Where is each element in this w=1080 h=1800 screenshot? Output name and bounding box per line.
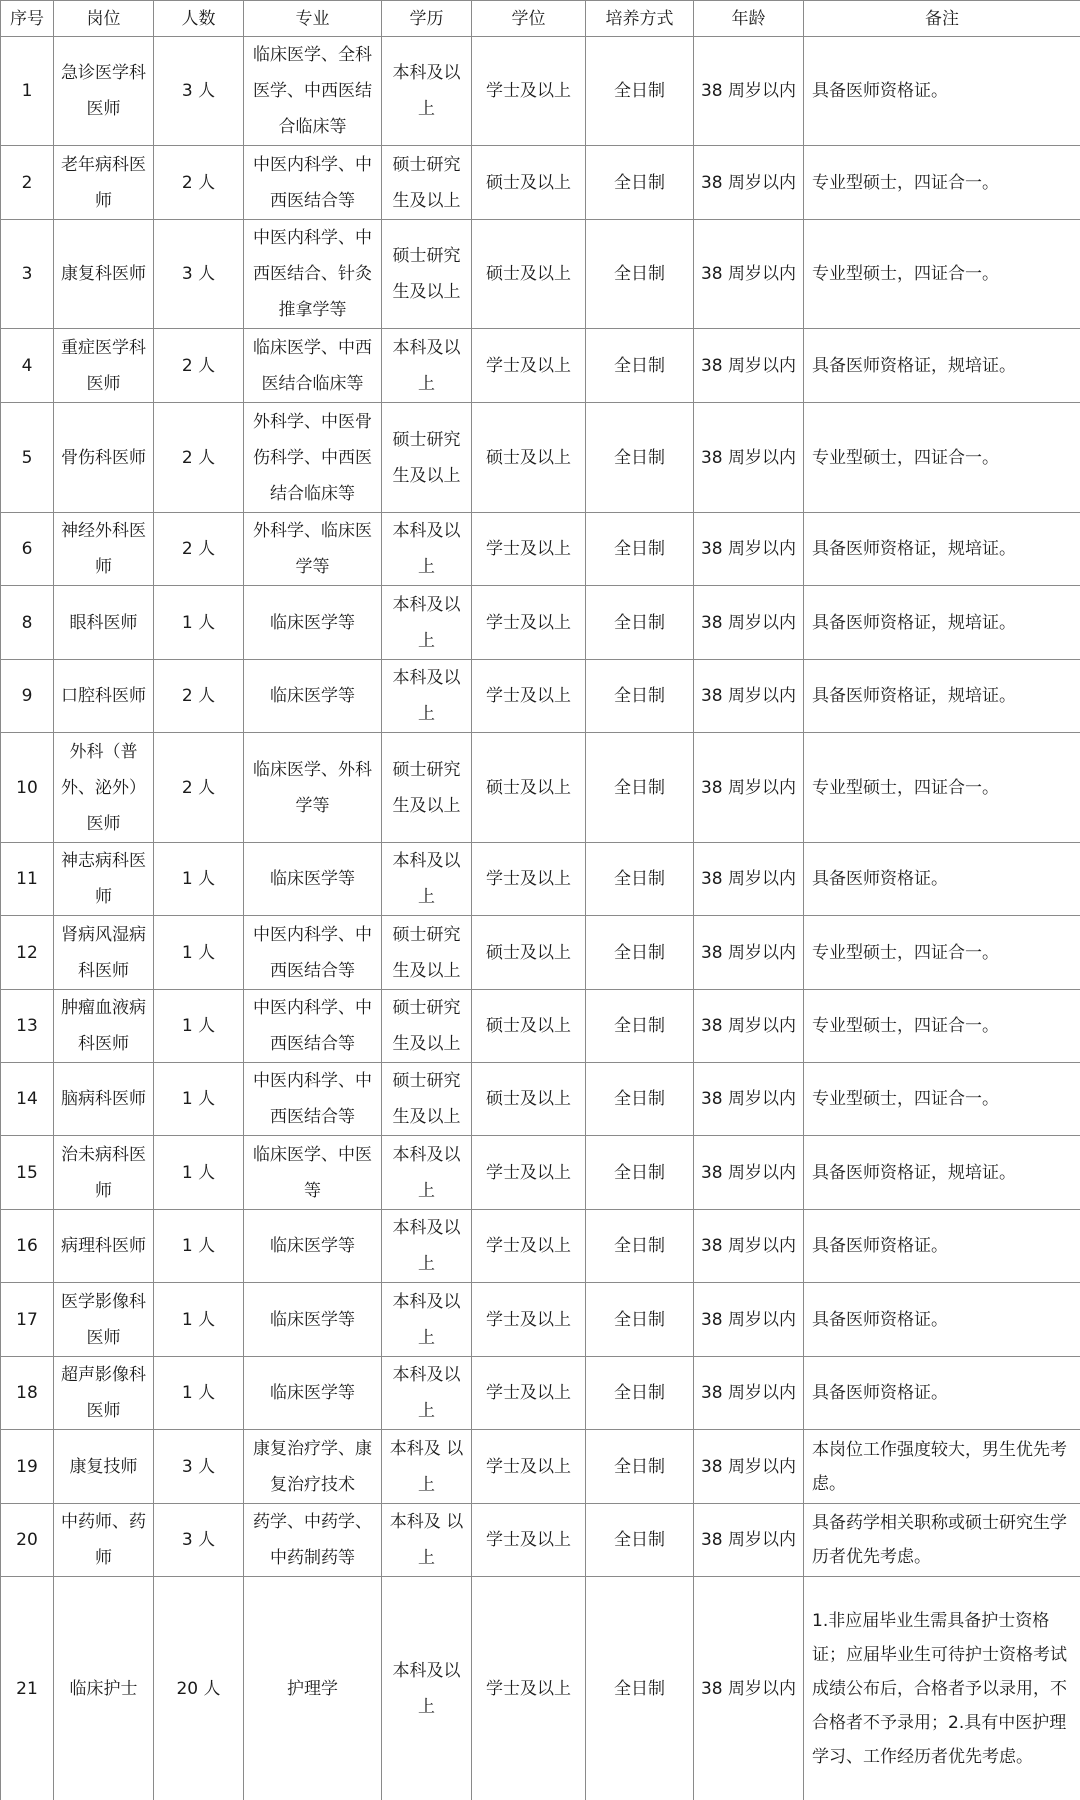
cell-age: 38 周岁以内 bbox=[694, 1063, 804, 1136]
cell-age: 38 周岁以内 bbox=[694, 403, 804, 513]
table-row bbox=[1, 146, 1080, 220]
cell-major: 临床医学等 bbox=[244, 1283, 382, 1357]
cell-major: 临床医学等 bbox=[244, 1357, 382, 1430]
cell-count: 2 人 bbox=[154, 329, 244, 403]
cell-degree: 学士及以上 bbox=[472, 513, 586, 586]
cell-post: 康复科医师 bbox=[54, 220, 154, 329]
cell-education: 本科及以上 bbox=[382, 1357, 472, 1430]
cell-education: 硕士研究生及以上 bbox=[382, 220, 472, 329]
cell-no: 4 bbox=[1, 329, 54, 403]
cell-major: 临床医学等 bbox=[244, 1210, 382, 1283]
cell-degree: 硕士及以上 bbox=[472, 733, 586, 843]
table-row bbox=[1, 1577, 1080, 1800]
cell-age: 38 周岁以内 bbox=[694, 1283, 804, 1357]
cell-no: 11 bbox=[1, 843, 54, 916]
cell-education: 本科及以上 bbox=[382, 37, 472, 146]
cell-mode: 全日制 bbox=[586, 1577, 694, 1800]
cell-no: 16 bbox=[1, 1210, 54, 1283]
cell-note: 专业型硕士，四证合一。 bbox=[804, 1063, 1080, 1136]
cell-post: 老年病科医师 bbox=[54, 146, 154, 220]
table-row bbox=[1, 1504, 1080, 1577]
cell-no: 19 bbox=[1, 1430, 54, 1504]
cell-major: 康复治疗学、康复治疗技术 bbox=[244, 1430, 382, 1504]
cell-age: 38 周岁以内 bbox=[694, 1430, 804, 1504]
cell-mode: 全日制 bbox=[586, 1136, 694, 1210]
cell-note: 本岗位工作强度较大，男生优先考虑。 bbox=[804, 1430, 1080, 1504]
cell-major: 临床医学、全科医学、中西医结合临床等 bbox=[244, 37, 382, 146]
table-row bbox=[1, 990, 1080, 1063]
cell-education: 本科及以上 bbox=[382, 1283, 472, 1357]
cell-age: 38 周岁以内 bbox=[694, 916, 804, 990]
cell-education: 本科及以上 bbox=[382, 1210, 472, 1283]
cell-count: 3 人 bbox=[154, 37, 244, 146]
cell-count: 1 人 bbox=[154, 586, 244, 660]
table-row bbox=[1, 586, 1080, 660]
table-row bbox=[1, 1063, 1080, 1136]
cell-education: 硕士研究生及以上 bbox=[382, 733, 472, 843]
cell-education: 硕士研究生及以上 bbox=[382, 403, 472, 513]
table-row bbox=[1, 660, 1080, 733]
cell-post: 神经外科医师 bbox=[54, 513, 154, 586]
cell-degree: 硕士及以上 bbox=[472, 146, 586, 220]
cell-degree: 学士及以上 bbox=[472, 329, 586, 403]
cell-age: 38 周岁以内 bbox=[694, 513, 804, 586]
cell-count: 1 人 bbox=[154, 1136, 244, 1210]
cell-count: 2 人 bbox=[154, 660, 244, 733]
header-count: 人数 bbox=[154, 1, 244, 37]
cell-mode: 全日制 bbox=[586, 1283, 694, 1357]
cell-age: 38 周岁以内 bbox=[694, 1357, 804, 1430]
table-row bbox=[1, 1283, 1080, 1357]
cell-no: 20 bbox=[1, 1504, 54, 1577]
cell-degree: 硕士及以上 bbox=[472, 220, 586, 329]
cell-count: 1 人 bbox=[154, 990, 244, 1063]
cell-education: 本科及以上 bbox=[382, 1577, 472, 1800]
cell-major: 中医内科学、中西医结合等 bbox=[244, 990, 382, 1063]
cell-mode: 全日制 bbox=[586, 1210, 694, 1283]
cell-degree: 学士及以上 bbox=[472, 37, 586, 146]
cell-post: 外科（普外、泌外）医师 bbox=[54, 733, 154, 843]
cell-major: 临床医学等 bbox=[244, 586, 382, 660]
cell-degree: 硕士及以上 bbox=[472, 1063, 586, 1136]
header-no: 序号 bbox=[1, 1, 54, 37]
cell-note: 具备医师资格证，规培证。 bbox=[804, 1136, 1080, 1210]
cell-education: 本科及 以上 bbox=[382, 1504, 472, 1577]
cell-major: 中医内科学、中西医结合、针灸推拿学等 bbox=[244, 220, 382, 329]
cell-age: 38 周岁以内 bbox=[694, 990, 804, 1063]
cell-age: 38 周岁以内 bbox=[694, 220, 804, 329]
cell-count: 1 人 bbox=[154, 1283, 244, 1357]
header-post: 岗位 bbox=[54, 1, 154, 37]
cell-count: 2 人 bbox=[154, 513, 244, 586]
cell-no: 5 bbox=[1, 403, 54, 513]
cell-mode: 全日制 bbox=[586, 329, 694, 403]
cell-degree: 学士及以上 bbox=[472, 1577, 586, 1800]
cell-post: 口腔科医师 bbox=[54, 660, 154, 733]
table-row bbox=[1, 513, 1080, 586]
cell-post: 肾病风湿病科医师 bbox=[54, 916, 154, 990]
cell-note: 具备医师资格证，规培证。 bbox=[804, 660, 1080, 733]
cell-degree: 学士及以上 bbox=[472, 1136, 586, 1210]
cell-education: 硕士研究生及以上 bbox=[382, 146, 472, 220]
cell-degree: 学士及以上 bbox=[472, 1430, 586, 1504]
cell-education: 本科及以上 bbox=[382, 1136, 472, 1210]
cell-note: 具备医师资格证，规培证。 bbox=[804, 329, 1080, 403]
cell-count: 1 人 bbox=[154, 1210, 244, 1283]
cell-mode: 全日制 bbox=[586, 733, 694, 843]
cell-post: 脑病科医师 bbox=[54, 1063, 154, 1136]
cell-degree: 学士及以上 bbox=[472, 1357, 586, 1430]
cell-note: 具备医师资格证。 bbox=[804, 37, 1080, 146]
cell-post: 眼科医师 bbox=[54, 586, 154, 660]
cell-count: 1 人 bbox=[154, 1063, 244, 1136]
cell-major: 临床医学等 bbox=[244, 660, 382, 733]
cell-post: 治未病科医师 bbox=[54, 1136, 154, 1210]
cell-age: 38 周岁以内 bbox=[694, 1136, 804, 1210]
cell-degree: 学士及以上 bbox=[472, 843, 586, 916]
cell-major: 中医内科学、中西医结合等 bbox=[244, 1063, 382, 1136]
cell-note: 专业型硕士，四证合一。 bbox=[804, 990, 1080, 1063]
header-degree: 学位 bbox=[472, 1, 586, 37]
cell-mode: 全日制 bbox=[586, 843, 694, 916]
cell-age: 38 周岁以内 bbox=[694, 329, 804, 403]
cell-education: 硕士研究生及以上 bbox=[382, 990, 472, 1063]
cell-post: 中药师、药师 bbox=[54, 1504, 154, 1577]
cell-age: 38 周岁以内 bbox=[694, 1210, 804, 1283]
cell-count: 2 人 bbox=[154, 403, 244, 513]
cell-degree: 学士及以上 bbox=[472, 1210, 586, 1283]
cell-mode: 全日制 bbox=[586, 513, 694, 586]
cell-post: 重症医学科医师 bbox=[54, 329, 154, 403]
cell-age: 38 周岁以内 bbox=[694, 660, 804, 733]
cell-post: 临床护士 bbox=[54, 1577, 154, 1800]
cell-no: 21 bbox=[1, 1577, 54, 1800]
cell-note: 具备医师资格证。 bbox=[804, 1357, 1080, 1430]
cell-mode: 全日制 bbox=[586, 1357, 694, 1430]
header-row bbox=[1, 1, 1080, 37]
table-row bbox=[1, 329, 1080, 403]
cell-no: 10 bbox=[1, 733, 54, 843]
cell-no: 18 bbox=[1, 1357, 54, 1430]
table-row bbox=[1, 733, 1080, 843]
cell-major: 外科学、临床医学等 bbox=[244, 513, 382, 586]
header-age: 年龄 bbox=[694, 1, 804, 37]
cell-note: 具备医师资格证。 bbox=[804, 1210, 1080, 1283]
cell-major: 临床医学、中医等 bbox=[244, 1136, 382, 1210]
cell-mode: 全日制 bbox=[586, 990, 694, 1063]
table-row bbox=[1, 1210, 1080, 1283]
cell-note: 专业型硕士，四证合一。 bbox=[804, 146, 1080, 220]
cell-count: 1 人 bbox=[154, 843, 244, 916]
cell-mode: 全日制 bbox=[586, 146, 694, 220]
cell-age: 38 周岁以内 bbox=[694, 1577, 804, 1800]
cell-count: 3 人 bbox=[154, 1430, 244, 1504]
cell-degree: 学士及以上 bbox=[472, 1283, 586, 1357]
cell-note: 具备医师资格证，规培证。 bbox=[804, 513, 1080, 586]
cell-no: 12 bbox=[1, 916, 54, 990]
cell-major: 药学、中药学、中药制药等 bbox=[244, 1504, 382, 1577]
cell-no: 15 bbox=[1, 1136, 54, 1210]
cell-no: 17 bbox=[1, 1283, 54, 1357]
table-row bbox=[1, 37, 1080, 146]
table-row bbox=[1, 1430, 1080, 1504]
cell-major: 外科学、中医骨伤科学、中西医结合临床等 bbox=[244, 403, 382, 513]
cell-age: 38 周岁以内 bbox=[694, 37, 804, 146]
cell-no: 6 bbox=[1, 513, 54, 586]
cell-mode: 全日制 bbox=[586, 916, 694, 990]
table-row bbox=[1, 220, 1080, 329]
cell-mode: 全日制 bbox=[586, 220, 694, 329]
cell-major: 护理学 bbox=[244, 1577, 382, 1800]
cell-degree: 学士及以上 bbox=[472, 1504, 586, 1577]
cell-note: 具备医师资格证。 bbox=[804, 1283, 1080, 1357]
cell-note: 专业型硕士，四证合一。 bbox=[804, 916, 1080, 990]
cell-no: 9 bbox=[1, 660, 54, 733]
header-note: 备注 bbox=[804, 1, 1080, 37]
table-row bbox=[1, 916, 1080, 990]
table-row bbox=[1, 843, 1080, 916]
cell-no: 13 bbox=[1, 990, 54, 1063]
cell-degree: 硕士及以上 bbox=[472, 990, 586, 1063]
cell-count: 2 人 bbox=[154, 146, 244, 220]
cell-age: 38 周岁以内 bbox=[694, 733, 804, 843]
cell-mode: 全日制 bbox=[586, 403, 694, 513]
cell-mode: 全日制 bbox=[586, 37, 694, 146]
cell-education: 本科及以上 bbox=[382, 513, 472, 586]
cell-no: 2 bbox=[1, 146, 54, 220]
cell-degree: 硕士及以上 bbox=[472, 916, 586, 990]
cell-post: 医学影像科医师 bbox=[54, 1283, 154, 1357]
cell-degree: 硕士及以上 bbox=[472, 403, 586, 513]
cell-post: 急诊医学科医师 bbox=[54, 37, 154, 146]
cell-note: 专业型硕士，四证合一。 bbox=[804, 733, 1080, 843]
cell-note: 具备医师资格证。 bbox=[804, 843, 1080, 916]
cell-major: 中医内科学、中西医结合等 bbox=[244, 146, 382, 220]
cell-post: 肿瘤血液病科医师 bbox=[54, 990, 154, 1063]
cell-mode: 全日制 bbox=[586, 1430, 694, 1504]
cell-no: 1 bbox=[1, 37, 54, 146]
cell-age: 38 周岁以内 bbox=[694, 1504, 804, 1577]
cell-education: 本科及以上 bbox=[382, 660, 472, 733]
cell-mode: 全日制 bbox=[586, 1504, 694, 1577]
cell-major: 临床医学、外科学等 bbox=[244, 733, 382, 843]
cell-count: 3 人 bbox=[154, 220, 244, 329]
cell-post: 骨伤科医师 bbox=[54, 403, 154, 513]
cell-education: 本科及以上 bbox=[382, 843, 472, 916]
cell-age: 38 周岁以内 bbox=[694, 586, 804, 660]
cell-degree: 学士及以上 bbox=[472, 586, 586, 660]
cell-note: 专业型硕士，四证合一。 bbox=[804, 220, 1080, 329]
cell-note: 专业型硕士，四证合一。 bbox=[804, 403, 1080, 513]
header-major: 专业 bbox=[244, 1, 382, 37]
cell-count: 1 人 bbox=[154, 916, 244, 990]
cell-note: 具备药学相关职称或硕士研究生学历者优先考虑。 bbox=[804, 1504, 1080, 1577]
cell-education: 硕士研究生及以上 bbox=[382, 1063, 472, 1136]
cell-mode: 全日制 bbox=[586, 660, 694, 733]
cell-post: 神志病科医师 bbox=[54, 843, 154, 916]
cell-education: 本科及以上 bbox=[382, 329, 472, 403]
header-education: 学历 bbox=[382, 1, 472, 37]
table-row bbox=[1, 1357, 1080, 1430]
cell-major: 中医内科学、中西医结合等 bbox=[244, 916, 382, 990]
header-mode: 培养方式 bbox=[586, 1, 694, 37]
cell-count: 20 人 bbox=[154, 1577, 244, 1800]
cell-age: 38 周岁以内 bbox=[694, 843, 804, 916]
cell-no: 8 bbox=[1, 586, 54, 660]
cell-major: 临床医学等 bbox=[244, 843, 382, 916]
cell-mode: 全日制 bbox=[586, 1063, 694, 1136]
cell-no: 14 bbox=[1, 1063, 54, 1136]
table-row bbox=[1, 403, 1080, 513]
cell-education: 硕士研究生及以上 bbox=[382, 916, 472, 990]
cell-age: 38 周岁以内 bbox=[694, 146, 804, 220]
cell-post: 超声影像科医师 bbox=[54, 1357, 154, 1430]
cell-no: 3 bbox=[1, 220, 54, 329]
cell-note: 具备医师资格证，规培证。 bbox=[804, 586, 1080, 660]
cell-major: 临床医学、中西医结合临床等 bbox=[244, 329, 382, 403]
cell-count: 3 人 bbox=[154, 1504, 244, 1577]
cell-post: 病理科医师 bbox=[54, 1210, 154, 1283]
cell-count: 2 人 bbox=[154, 733, 244, 843]
cell-note: 1.非应届毕业生需具备护士资格证；应届毕业生可待护士资格考试成绩公布后，合格者予以录用，不合格者不予录用；2.具有中医护理学习、工作经历者优先考虑。 bbox=[804, 1577, 1080, 1800]
cell-degree: 学士及以上 bbox=[472, 660, 586, 733]
cell-post: 康复技师 bbox=[54, 1430, 154, 1504]
cell-count: 1 人 bbox=[154, 1357, 244, 1430]
cell-education: 本科及 以上 bbox=[382, 1430, 472, 1504]
cell-mode: 全日制 bbox=[586, 586, 694, 660]
cell-education: 本科及以上 bbox=[382, 586, 472, 660]
table-row bbox=[1, 1136, 1080, 1210]
